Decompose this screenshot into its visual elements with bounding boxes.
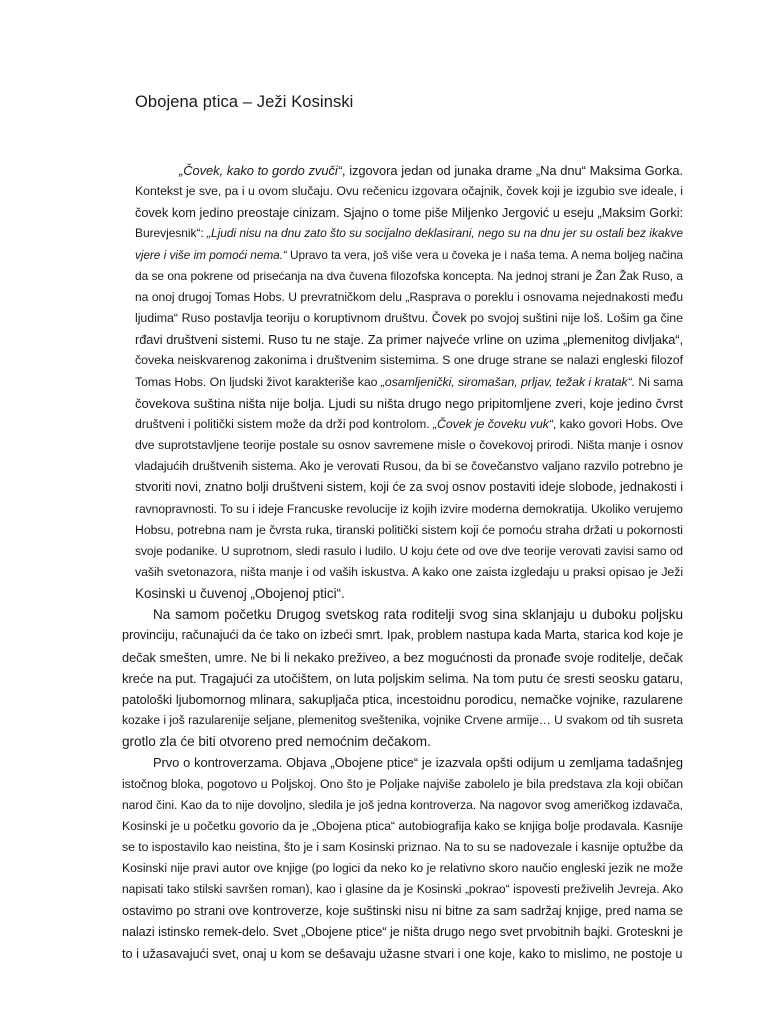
text-line	[91, 837, 683, 858]
text-line	[91, 879, 683, 900]
text-line	[91, 499, 683, 520]
body-text: čovekova suština ništa nije bolja. Ljudi su ništa drugo nego pripitomljene zveri, koje jedino čvrst	[135, 395, 683, 411]
paragraph	[91, 160, 683, 604]
text-line	[91, 604, 683, 625]
text-line	[91, 668, 683, 689]
body-text: ostavimo po strani ove kontroverze, koje suštinski nisu ni bitne za sam sadržaj knjige, pred nama se	[122, 903, 683, 919]
body-text: Tomas Hobs. On ljudski život karakteriše kao	[135, 374, 381, 389]
text-line	[91, 202, 683, 223]
body-text: čoveka neiskvarenog zakonima i društvenim sistemima. S one druge strane se nalazi engleski filozof	[135, 353, 683, 368]
text-line	[91, 541, 683, 562]
text-line	[91, 922, 683, 943]
text-line	[91, 266, 683, 287]
body-text: napisati tako stilski savršen roman), kao i glasine da je Kosinski „pokrao“ ispovesti preživelih Jevreja. Ako	[122, 882, 683, 897]
body-text: Kosinski nije pravi autor ove knjige (po logici da neko ko je relativno skoro naučio engleski jezik ne može	[122, 861, 683, 876]
text-line	[91, 308, 683, 329]
quote-text: „Ljudi nisu na dnu zato što su socijalno deklasirani, nego su na dnu jer su ostali bez ikakve	[207, 226, 683, 241]
text-line	[91, 689, 683, 710]
body-text: narod čini. Kao da to nije dovoljno, sledila je još jedna kontroverza. Na nagovor svog američkog izdavača,	[122, 797, 683, 812]
body-text: Burevjesnik“:	[135, 226, 208, 241]
body-text: Hobsu, potrebna nam je čvrsta ruka, tiranski politički sistem koji će pomoću straha držati u pokornosti	[135, 522, 683, 537]
text-line	[91, 816, 683, 837]
text-line	[91, 393, 683, 414]
text-line	[91, 583, 683, 604]
body-text: , kako govori Hobs. Ove	[552, 416, 683, 431]
quote-text: „osamljenički, siromašan, prljav, težak i kratak“.	[380, 374, 636, 389]
text-line	[91, 477, 683, 498]
body-text: dečak smešten, umre. Ne bi li nekako preživeo, a bez mogućnosti da pronađe svoje roditelje, dečak	[122, 649, 683, 665]
body-text: na onoj drugoj Tomas Hobs. U prevratničkom delu „Rasprava o poreklu i osnovama nejednakosti među	[135, 289, 683, 304]
text-line	[91, 245, 683, 266]
document-title: Obojena ptica – Ježi Kosinski	[135, 93, 354, 111]
text-line	[91, 181, 683, 202]
text-line	[91, 520, 683, 541]
body-text: se to ispostavilo kao neistina, što je i sam Kosinski priznao. Na to su se nadovezale i kasnije optužbe da	[122, 840, 683, 854]
document-body	[91, 160, 683, 964]
body-text: vladajućih društvenih sistema. Ako je verovati Rusou, da bi se čovečanstvo valjano razvilo potrebno je	[135, 459, 683, 474]
text-line	[91, 943, 683, 964]
body-text: Kosinski u čuvenoj „Obojenoj ptici“.	[135, 586, 345, 602]
body-text: ravnopravnosti. To su i ideje Francuske revolucije iz kojih izvire moderna demokratija. Ukoliko verujemo	[135, 501, 683, 516]
text-line	[91, 752, 683, 773]
text-line	[91, 435, 683, 456]
body-text: istočnog bloka, pogotovo u Poljskoj. Ono što je Poljake najviše zabolelo je bila predstava zla koji običan	[122, 776, 683, 791]
body-text: ljudima“ Ruso postavlja teoriju o koruptivnom društvu. Čovek po svojoj suštini nije loš. Lošim ga čine	[135, 311, 683, 326]
text-line	[91, 414, 683, 435]
paragraph	[91, 604, 683, 752]
text-line	[91, 900, 683, 921]
body-text: da se ona pokrene od prisećanja na dva čuvena filozofska koncepta. Na jednoj strani je Žan Žak Ruso, a	[135, 268, 683, 283]
body-text: patološki ljubomornog mlinara, sakupljača ptica, incestoidnu porodicu, nemačke vojnike, razularene	[122, 691, 683, 707]
body-text: društveni i politički sistem može da drži pod kontrolom.	[135, 416, 433, 431]
text-line	[91, 372, 683, 393]
body-text: Kosinski je u početku govorio da je „Obojena ptica“ autobiografija kako se knjiga bolje prodavala. Kasnije	[122, 818, 683, 833]
text-line	[91, 731, 683, 752]
text-line	[91, 795, 683, 816]
body-text: rđavi društveni sistemi. Ruso tu ne staje. Za primer najveće vrline on uzima „plemenitog divljaka“,	[135, 332, 683, 348]
body-text: kreće na put. Tragajući za utočištem, on luta poljskim selima. Na tom putu će sresti seosku gataru,	[122, 670, 683, 686]
quote-text: „Čovek, kako to gordo zvuči“	[179, 163, 342, 178]
body-text: Na samom početku Drugog svetskog rata roditelji svog sina sklanjaju u duboku poljsku	[153, 607, 683, 623]
text-line	[91, 710, 683, 731]
text-line	[91, 350, 683, 371]
body-text: dve suprotstavljene teorije postale su osnov savremene misle o čovekovoj prirodi. Ništa manje i osnov	[135, 438, 683, 453]
body-text: kozake i još razularenije seljane, plemenitog sveštenika, vojnike Crvene armije… U svakom od tih susreta	[122, 713, 683, 728]
body-text: čovek kom jedino preostaje cinizam. Sjajno o tome piše Miljenko Jergović u eseju „Maksim Gorki:	[135, 205, 683, 221]
body-text: svoje podanike. U suprotnom, sledi rasulo i ludilo. U koju ćete od ove dve teorije verovati zavisi samo od	[135, 543, 683, 558]
paragraph	[91, 752, 683, 964]
text-line	[91, 858, 683, 879]
body-text: grotlo zla će biti otvoreno pred nemoćnim dečakom.	[122, 734, 431, 750]
body-text: Kontekst je sve, pa i u ovom slučaju. Ovu rečenicu izgovara očajnik, čovek koji je izgubio sve ideale, i	[135, 184, 683, 199]
text-line	[91, 562, 683, 583]
body-text: stvoriti novi, znatno bolji društveni sistem, koji će za svoj osnov postaviti ideje slobode, jednakosti i	[135, 480, 683, 495]
quote-text: vjere i više im pomoći nema.“	[135, 247, 287, 262]
body-text: Upravo ta vera, još više vera u čoveka je i naša tema. A nema boljeg načina	[286, 247, 683, 262]
text-line	[91, 625, 683, 646]
body-text: Prvo o kontroverzama. Objava „Obojene ptice“ je izazvala opšti odijum u zemljama tadašnjeg	[153, 755, 683, 771]
text-line	[91, 647, 683, 668]
body-text: Ni sama	[635, 374, 684, 389]
text-line	[91, 223, 683, 244]
quote-text: „Čovek je čoveku vuk“	[432, 416, 553, 431]
body-text: provinciju, računajući da će tako on izbeći smrt. Ipak, problem nastupa kada Marta, starica kod koje je	[122, 628, 684, 643]
body-text: nalazi istinsko remek-delo. Svet „Obojene ptice“ je ništa drugo nego svet prvobitnih bajki. Groteskni je	[122, 924, 683, 939]
text-line	[91, 774, 683, 795]
body-text: vaših svetonazora, ništa manje i od vaših iskustva. A kako one zaista izgledaju u praksi opisao je Ježi	[135, 564, 683, 579]
body-text: to i užasavajući svet, onaj u kom se dešavaju užasne stvari i one koje, kako to mislimo, ne postoje u	[122, 945, 683, 961]
text-line	[91, 287, 683, 308]
text-line	[91, 329, 683, 350]
text-line	[91, 160, 683, 181]
text-line	[91, 456, 683, 477]
body-text: , izgovora jedan od junaka drame „Na dnu“ Maksima Gorka.	[341, 163, 684, 178]
